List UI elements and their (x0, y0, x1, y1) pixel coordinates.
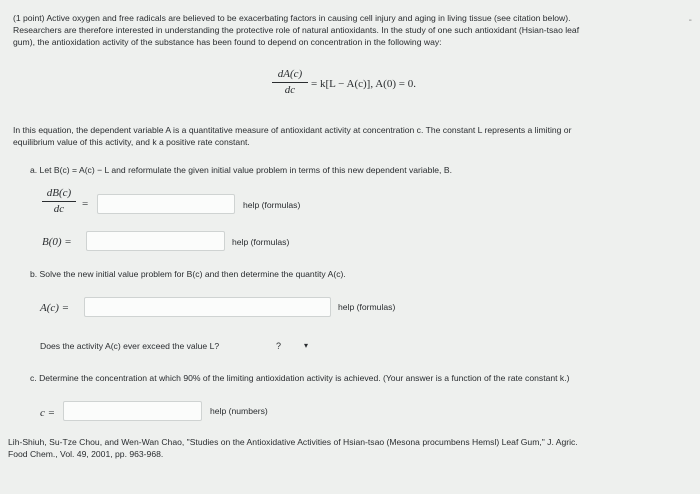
explanation-line-1: In this equation, the dependent variable A is a quantitative measure of antioxidant activity at concentration c. The constant L represents a limiting or (13, 125, 572, 135)
exceed-select-value: ? (276, 341, 282, 351)
ac-input[interactable] (84, 297, 331, 317)
part-a-equals: = (82, 198, 89, 210)
fraction-bar (272, 82, 308, 83)
part-a-denominator: dc (53, 203, 65, 215)
citation (8, 436, 694, 460)
part-a-fraction (42, 187, 76, 216)
part-b-prompt: b. Solve the new initial value problem for B(c) and then determine the quantity A(c). (30, 269, 346, 279)
c-label: c = (40, 407, 56, 419)
chevron-down-icon: ▾ (304, 341, 309, 350)
intro-line-3: gum), the antioxidation activity of the substance has been found to depend on concentration in the following way: (13, 37, 442, 47)
exceed-question: Does the activity A(c) ever exceed the value L? (40, 341, 220, 351)
b0-input[interactable] (86, 231, 225, 251)
main-equation-denominator: dc (284, 84, 296, 96)
help-formulas-link-3[interactable]: help (formulas) (338, 302, 396, 312)
ac-label: A(c) = (40, 302, 70, 314)
explanation-paragraph (13, 124, 685, 148)
main-equation-fraction (272, 68, 308, 97)
part-a-numerator: dB(c) (46, 187, 72, 199)
intro-paragraph (13, 12, 685, 48)
help-formulas-link-2[interactable]: help (formulas) (232, 237, 290, 247)
intro-line-2: Researchers are therefore interested in understanding the protective role of natural antioxidants. In the study of one such antioxidant (Hsian-tsao leaf (13, 25, 580, 35)
b0-label: B(0) = (42, 236, 72, 248)
help-numbers-link[interactable]: help (numbers) (210, 406, 268, 416)
c-input[interactable] (63, 401, 202, 421)
exceed-select[interactable] (276, 340, 312, 352)
dbdc-input[interactable] (97, 194, 235, 214)
intro-line-1: (1 point) Active oxygen and free radicals are believed to be exacerbating factors in causing cell injury and aging in living tissue (see citation below). (13, 13, 571, 23)
main-equation-rhs: = k[L − A(c)], A(0) = 0. (311, 78, 416, 90)
citation-line-1: Lih-Shiuh, Su-Tze Chou, and Wen-Wan Chao, "Studies on the Antioxidative Activities of Hsian-tsao (Mesona procumbens Hemsl) Leaf Gum," J. Agric. (8, 437, 578, 447)
main-equation-numerator: dA(c) (277, 68, 303, 80)
explanation-line-2: equilibrium value of this activity, and k a positive rate constant. (13, 137, 250, 147)
corner-mark: - (688, 15, 692, 26)
fraction-bar (42, 201, 76, 202)
part-c-prompt: c. Determine the concentration at which 90% of the limiting antioxidation activity is achieved. (Your answer is a function of the rate constant k.) (30, 373, 570, 383)
citation-line-2: Food Chem., Vol. 49, 2001, pp. 963-968. (8, 449, 164, 459)
part-a-prompt: a. Let B(c) = A(c) − L and reformulate the given initial value problem in terms of this new dependent variable, B. (30, 165, 452, 175)
help-formulas-link-1[interactable]: help (formulas) (243, 200, 301, 210)
